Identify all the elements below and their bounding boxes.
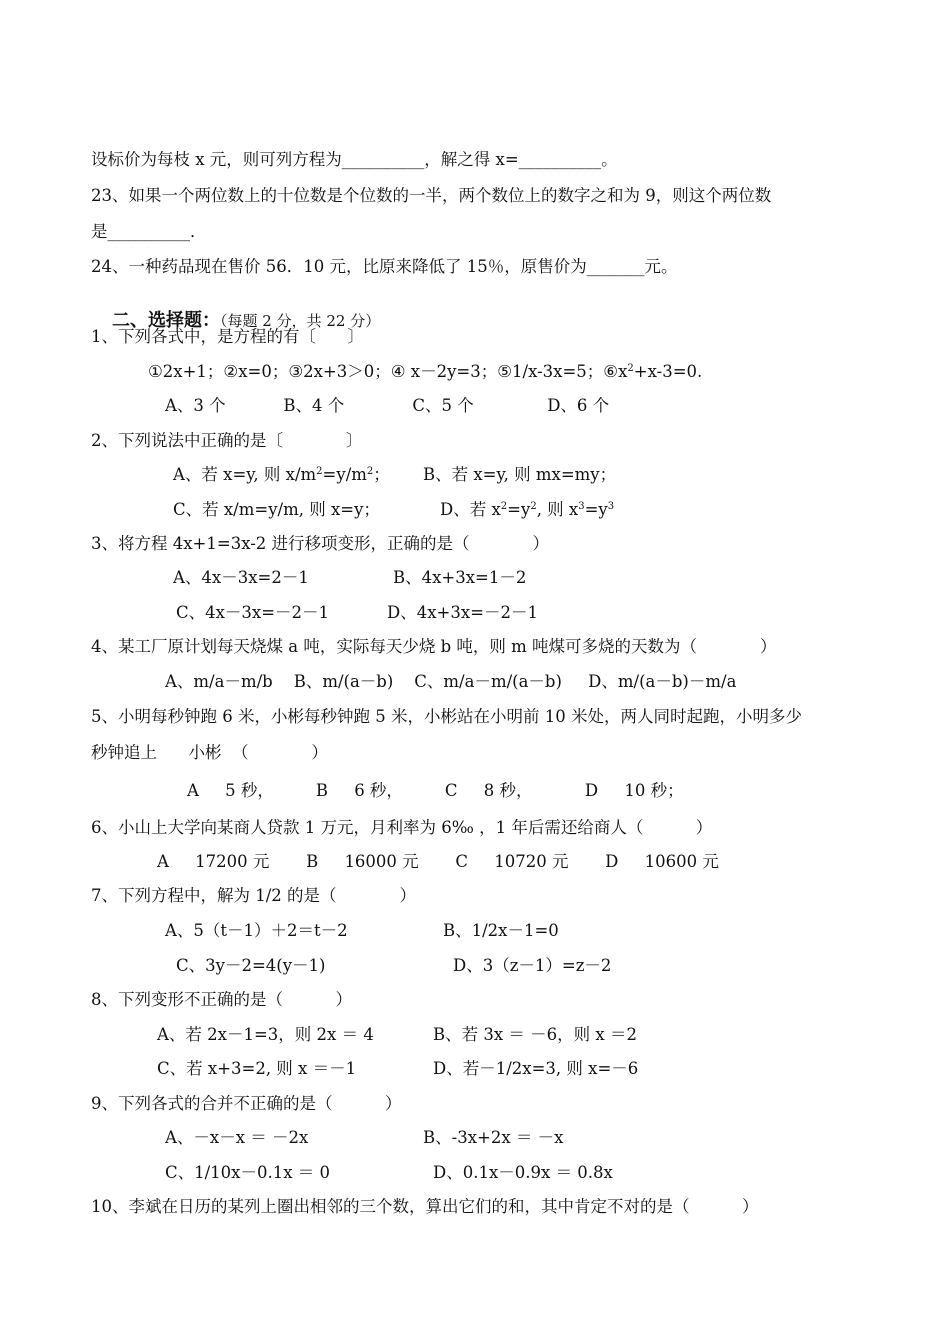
question-1-stem: 1、下列各式中，是方程的有〔 〕 bbox=[91, 327, 364, 346]
opt-d-text-4: =y bbox=[584, 500, 608, 519]
opt-d-sup-1: 2 bbox=[500, 501, 508, 512]
opt-a-text: A、若 x=y, 则 x/m bbox=[173, 465, 317, 484]
question-9-option-b: B、-3x+2x ＝ －x bbox=[423, 1128, 564, 1147]
opt-d-text-2: =y bbox=[507, 500, 531, 519]
question-22-continuation: 设标价为每枝 x 元，则可列方程为__________，解之得 x=__________。 bbox=[91, 150, 618, 169]
question-23-line2: 是__________． bbox=[91, 222, 207, 241]
question-23-line1: 23、如果一个两位数上的十位数是个位数的一半，两个数位上的数字之和为 9，则这个两位数 bbox=[91, 186, 772, 205]
question-8-option-c: C、若 x+3=2, 则 x ＝－1 bbox=[157, 1059, 357, 1078]
expr-text-end: +x-3=0. bbox=[633, 362, 703, 381]
question-5-stem-line2: 秒钟追上 小彬 （ ） bbox=[91, 743, 328, 762]
question-7-option-d: D、3（z－1）=z－2 bbox=[453, 956, 612, 975]
question-2-option-a bbox=[173, 465, 390, 485]
question-7-option-c: C、3y－2=4(y－1) bbox=[176, 956, 326, 975]
opt-a-text-end: ； bbox=[373, 465, 390, 484]
opt-a-text-mid: =y/m bbox=[322, 465, 367, 484]
question-3-option-c: C、4x－3x=－2－1 bbox=[176, 603, 330, 622]
question-1-expressions bbox=[148, 362, 702, 382]
question-1-options: A、3 个 B、4 个 C、5 个 D、6 个 bbox=[165, 396, 610, 415]
opt-d-sup-4: 3 bbox=[607, 501, 615, 512]
question-7-stem: 7、下列方程中，解为 1/2 的是（ ） bbox=[91, 886, 416, 905]
expr-superscript: 2 bbox=[627, 363, 634, 374]
question-5-stem-line1: 5、小明每秒钟跑 6 米，小彬每秒钟跑 5 米，小彬站在小明前 10 米处，两人同时起跑，小明多少 bbox=[91, 707, 802, 726]
opt-d-text-3: , 则 x bbox=[536, 500, 579, 519]
question-3-option-d: D、4x+3x=－2－1 bbox=[387, 603, 538, 622]
opt-a-sup-1: 2 bbox=[316, 466, 323, 477]
question-9-stem: 9、下列各式的合并不正确的是（ ） bbox=[91, 1094, 402, 1113]
question-8-stem: 8、下列变形不正确的是（ ） bbox=[91, 990, 352, 1009]
opt-d-sup-3: 3 bbox=[578, 501, 585, 512]
question-10-stem: 10、李斌在日历的某列上圈出相邻的三个数，算出它们的和，其中肯定不对的是（ ） bbox=[91, 1197, 759, 1216]
question-5-options: A 5 秒， B 6 秒， C 8 秒， D 10 秒； bbox=[187, 781, 684, 800]
question-9-option-a: A、－x－x ＝ －2x bbox=[165, 1128, 309, 1147]
question-7-option-a: A、5（t－1）＋2＝t－2 bbox=[165, 921, 348, 940]
opt-d-text: D、若 x bbox=[440, 500, 501, 519]
section-note: （每题 2 分，共 22 分） bbox=[219, 312, 381, 330]
question-3-stem: 3、将方程 4x+1=3x-2 进行移项变形，正确的是（ ） bbox=[91, 534, 549, 553]
question-7-option-b: B、1/2x－1=0 bbox=[443, 921, 559, 940]
question-24: 24、一种药品现在售价 56．10 元，比原来降低了 15％，原售价为_______元。 bbox=[91, 257, 678, 276]
question-8-option-a: A、若 2x－1=3，则 2x ＝ 4 bbox=[157, 1025, 374, 1044]
question-9-option-d: D、0.1x－0.9x ＝ 0.8x bbox=[433, 1163, 613, 1182]
question-6-options: A 17200 元 B 16000 元 C 10720 元 D 10600 元 bbox=[157, 852, 719, 871]
question-4-options: A、m/a－m/b B、m/(a－b) C、m/a－m/(a－b) D、m/(a－b)－m/a bbox=[165, 672, 737, 691]
question-2-stem: 2、下列说法中正确的是〔 〕 bbox=[91, 431, 363, 450]
question-2-option-d bbox=[440, 500, 614, 520]
question-2-option-b: B、若 x=y, 则 mx=my； bbox=[423, 465, 617, 484]
section-title: 二、选择题： bbox=[111, 310, 220, 331]
opt-d-sup-2: 2 bbox=[530, 501, 537, 512]
question-8-option-b: B、若 3x ＝ －6，则 x ＝2 bbox=[433, 1025, 637, 1044]
expr-text: ①2x+1；②x=0；③2x+3＞0；④ x－2y=3；⑤1/x-3x=5；⑥x bbox=[148, 362, 628, 381]
opt-a-sup-2: 2 bbox=[366, 466, 374, 477]
question-4-stem: 4、某工厂原计划每天烧煤 a 吨，实际每天少烧 b 吨，则 m 吨煤可多烧的天数为（ ） bbox=[91, 637, 777, 656]
question-3-option-b: B、4x+3x=1－2 bbox=[393, 568, 527, 587]
question-9-option-c: C、1/10x－0.1x ＝ 0 bbox=[165, 1163, 331, 1182]
question-3-option-a: A、4x－3x=2－1 bbox=[173, 568, 309, 587]
question-2-option-c: C、若 x/m=y/m, 则 x=y； bbox=[173, 500, 380, 519]
question-6-stem: 6、小山上大学向某商人贷款 1 万元，月利率为 6‰ ，1 年后需还给商人（ ） bbox=[91, 818, 713, 837]
question-8-option-d: D、若－1/2x=3, 则 x=－6 bbox=[433, 1059, 639, 1078]
